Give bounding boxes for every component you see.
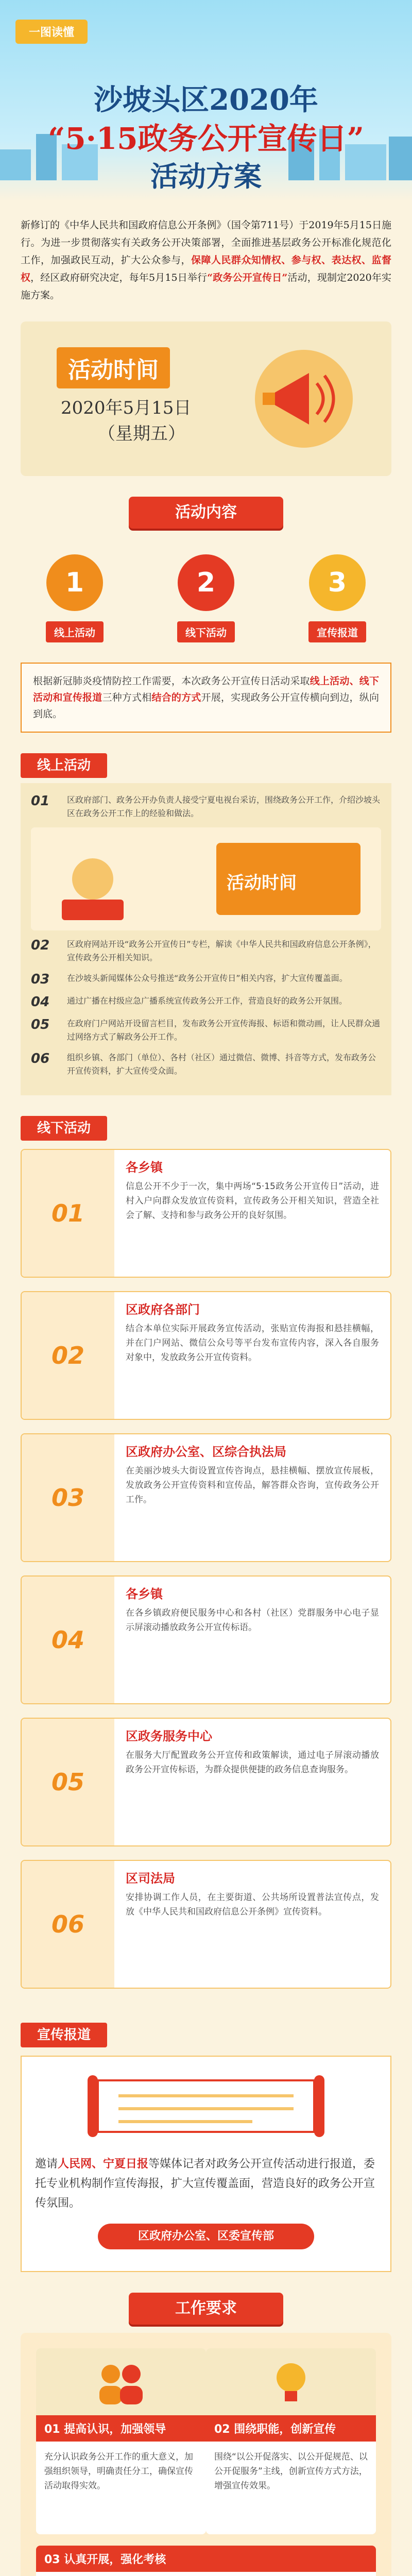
offline-item [21, 1860, 391, 1989]
requirement-head [36, 2415, 206, 2442]
megaphone-icon [247, 347, 360, 450]
intro-text-3: 活动，现制定2020年实施方案。 [21, 272, 391, 301]
offline-item-badge [22, 1292, 114, 1419]
publicity-text [35, 2155, 377, 2213]
online-item-num: 03 [31, 972, 50, 987]
offline-item-num: 02 [51, 1342, 84, 1369]
step-2-circle: 2 [178, 554, 234, 611]
read-tag: 一图读懂 [15, 20, 88, 44]
step-3 [294, 554, 381, 642]
online-item [31, 1051, 381, 1078]
online-item [31, 972, 381, 987]
illustration-caption: 活动时间 [227, 873, 297, 893]
online-item-num: 05 [31, 1017, 50, 1032]
broadcast-illustration [31, 827, 381, 930]
title-line-3: 活动方案 [150, 160, 262, 193]
section-title-offline: 线下活动 [21, 1116, 107, 1141]
requirement-body: 充分认识政务公开工作的重大意义，加强组织领导，明确责任分工，确保宣传活动取得实效。 [44, 2452, 193, 2491]
header-banner [0, 0, 412, 201]
intro-highlight-2: “政务公开宣传日” [207, 272, 288, 283]
offline-activities [21, 1149, 391, 1989]
online-item-text: 组织乡镇、各部门（单位）、各村（社区）通过微信、微博、抖音等方式，发布政务公开宣传资料，扩大宣传受众面。 [67, 1053, 376, 1076]
activity-time-box [21, 321, 391, 476]
offline-item-desc: 安排协调工作人员，在主要街道、公共场所设置普法宣传点，发放《中华人民共和国政府信息公开条例》宣传资料。 [126, 1892, 379, 1917]
requirement-num: 01 [44, 2423, 60, 2436]
lightbulb-icon [206, 2348, 376, 2415]
requirement-head [206, 2415, 376, 2442]
offline-item-desc: 在美丽沙坡头大街设置宣传咨询点，悬挂横幅、摆放宣传展板，发放政务公开宣传资料和宣传品，解答群众咨询，宣传政务公开工作。 [126, 1466, 379, 1505]
publicity-box [21, 2056, 391, 2272]
offline-item-num: 01 [51, 1199, 84, 1227]
offline-item-name: 各乡镇 [126, 1587, 163, 1601]
online-activities [21, 783, 391, 1095]
step-2 [162, 554, 250, 642]
offline-item-num: 04 [51, 1626, 84, 1654]
offline-item-num: 06 [51, 1910, 84, 1938]
online-item [31, 793, 381, 820]
online-item-num: 04 [31, 994, 50, 1010]
offline-item [21, 1433, 391, 1562]
online-item-num: 02 [31, 938, 50, 953]
section-title-online: 线上活动 [21, 753, 107, 778]
online-item-text: 区政府部门、政务公开办负责人接受宁夏电视台采访，围绕政务公开工作，介绍沙坡头区在政务公开工作上的经验和做法。 [67, 795, 381, 818]
offline-item-badge [22, 1719, 114, 1845]
offline-item-desc: 在服务大厅配置政务公开宣传和政策解读，通过电子屏滚动播放政务公开宣传标语，为群众提供便捷的政务信息查询服务。 [126, 1750, 379, 1775]
time-date: 2020年5月15日 [61, 398, 192, 418]
offline-item [21, 1718, 391, 1846]
offline-item-num: 05 [51, 1768, 84, 1796]
requirement-card [36, 2348, 206, 2534]
offline-item-body [114, 1577, 390, 1703]
online-item-num: 01 [31, 793, 50, 809]
content-text-1: 根据新冠肺炎疫情防控工作需要，本次政务公开宣传日活动采取 [33, 675, 310, 687]
requirement-num: 03 [44, 2553, 60, 2566]
offline-item-body [114, 1861, 390, 1988]
online-item-text: 通过广播在村级应急广播系统宣传政务公开工作，营造良好的政务公开氛围。 [67, 996, 348, 1006]
title-line-2: “5·15政务公开宣传日” [48, 121, 364, 156]
step-2-label: 线下活动 [177, 621, 235, 642]
online-activity-illustration [31, 827, 381, 930]
online-item [31, 994, 381, 1010]
requirement-body [36, 2572, 376, 2576]
content-text-2: 三种方式相 [102, 692, 152, 703]
requirement-title: 围绕职能，创新宣传 [234, 2423, 336, 2436]
requirement-card [206, 2348, 376, 2534]
offline-item-desc: 信息公开不少于一次，集中两场“5·15政务公开宣传日”活动，进村入户向群众发放宣传资料，宣传政务公开相关知识，营造全社会了解、支持和参与政务公开的良好氛围。 [126, 1181, 379, 1221]
offline-item-desc: 结合本单位实际开展政务宣传活动，张贴宣传海报和悬挂横幅，并在门户网站、微信公众号等平台发布宣传内容，深入各自服务对象中，发放政务公开宣传资料。 [126, 1324, 379, 1363]
section-title-content: 活动内容 [129, 497, 283, 529]
publicity-text-2: 等媒体记者对政务公开宣传活动进行报道，委托专业机构制作宣传海报，扩大宣传覆盖面，营造良好的政务公开宣传氛围。 [35, 2158, 375, 2210]
offline-item-name: 区政务服务中心 [126, 1729, 212, 1743]
title-line-1: 沙坡头区2020年 [94, 83, 318, 117]
offline-item-badge [22, 1577, 114, 1703]
people-icon [36, 2348, 206, 2415]
content-highlight-1: 线上活动、线下活动和宣传报道 [33, 675, 379, 703]
content-summary-box [21, 663, 391, 733]
requirement-card-wide [36, 2546, 376, 2576]
offline-item [21, 1149, 391, 1278]
online-item [31, 1017, 381, 1044]
intro-text-2: ，经区政府研究决定，每年5月15日举行 [30, 272, 208, 283]
offline-item-body [114, 1719, 390, 1845]
requirement-num: 02 [214, 2423, 230, 2436]
step-3-circle: 3 [309, 554, 366, 611]
content-text-3: 开展，实现政务公开宣传横向到边，纵向到底。 [33, 692, 379, 720]
time-weekday: （星期五） [98, 423, 185, 444]
publicity-text-1: 邀请 [35, 2158, 58, 2171]
publicity-responsible-badge: 区政府办公室、区委宣传部 [98, 2224, 314, 2249]
step-1-label: 线上活动 [46, 621, 104, 642]
offline-item-body [114, 1434, 390, 1561]
requirements-row [36, 2348, 376, 2534]
online-item-num: 06 [31, 1051, 50, 1066]
intro-text-1: 新修订的《中华人民共和国政府信息公开条例》（国令第711号）于2019年5月15日施行。为进一步贯彻落实有关政务公开决策部署，全面推进基层政务公开标准化规范化工作，加强政民互动，扩大公众参与， [21, 219, 391, 266]
offline-item-name: 区司法局 [126, 1871, 175, 1886]
offline-item-badge [22, 1434, 114, 1561]
offline-item-body [114, 1292, 390, 1419]
online-item [31, 938, 381, 964]
step-1-circle: 1 [46, 554, 103, 611]
publicity-highlight: 人民网、宁夏日报 [58, 2158, 149, 2171]
online-item-text: 在沙坡头新闻媒体公众号推送“政务公开宣传日”相关内容，扩大宣传覆盖面。 [67, 973, 348, 983]
offline-item-num: 03 [51, 1484, 84, 1512]
offline-item [21, 1291, 391, 1420]
step-3-label: 宣传报道 [308, 621, 366, 642]
requirement-body: 围绕“以公开促落实、以公开促规范、以公开促服务”主线，创新宣传方式方法，增强宣传效果。 [214, 2452, 368, 2491]
intro-highlight-1: 保障人民群众知情权、参与权、表达权、监督权 [21, 255, 391, 283]
step-1 [31, 554, 118, 642]
offline-item-body [114, 1150, 390, 1277]
activity-steps [21, 539, 391, 663]
scroll-icon [35, 2070, 377, 2142]
requirement-title: 提高认识，加强领导 [64, 2423, 166, 2436]
offline-item-desc: 在各乡镇政府便民服务中心和各村（社区）党群服务中心电子显示屏滚动播放政务公开宣传标语。 [126, 1608, 379, 1633]
offline-item-name: 区政府办公室、区综合执法局 [126, 1445, 286, 1459]
section-title-requirements: 工作要求 [129, 2293, 283, 2325]
requirement-head [36, 2546, 376, 2572]
requirements-box [21, 2333, 391, 2576]
offline-item-name: 各乡镇 [126, 1160, 163, 1175]
time-label: 活动时间 [57, 347, 170, 388]
section-title-publicity: 宣传报道 [21, 2023, 107, 2047]
offline-item [21, 1575, 391, 1704]
online-item-text: 区政府网站开设“政务公开宣传日”专栏，解读《中华人民共和国政府信息公开条例》，宣传政务公开相关知识。 [67, 939, 376, 962]
offline-item-name: 区政府各部门 [126, 1302, 200, 1317]
online-item-text: 在政府门户网站开设留言栏目，发布政务公开宣传海报、标语和微动画，让人民群众通过网络方式了解政务公开工作。 [67, 1019, 381, 1042]
offline-item-badge [22, 1150, 114, 1277]
intro-paragraph [0, 201, 412, 309]
offline-item-badge [22, 1861, 114, 1988]
requirement-title: 认真开展，强化考核 [64, 2553, 166, 2566]
content-highlight-2: 结合的方式 [151, 692, 201, 703]
